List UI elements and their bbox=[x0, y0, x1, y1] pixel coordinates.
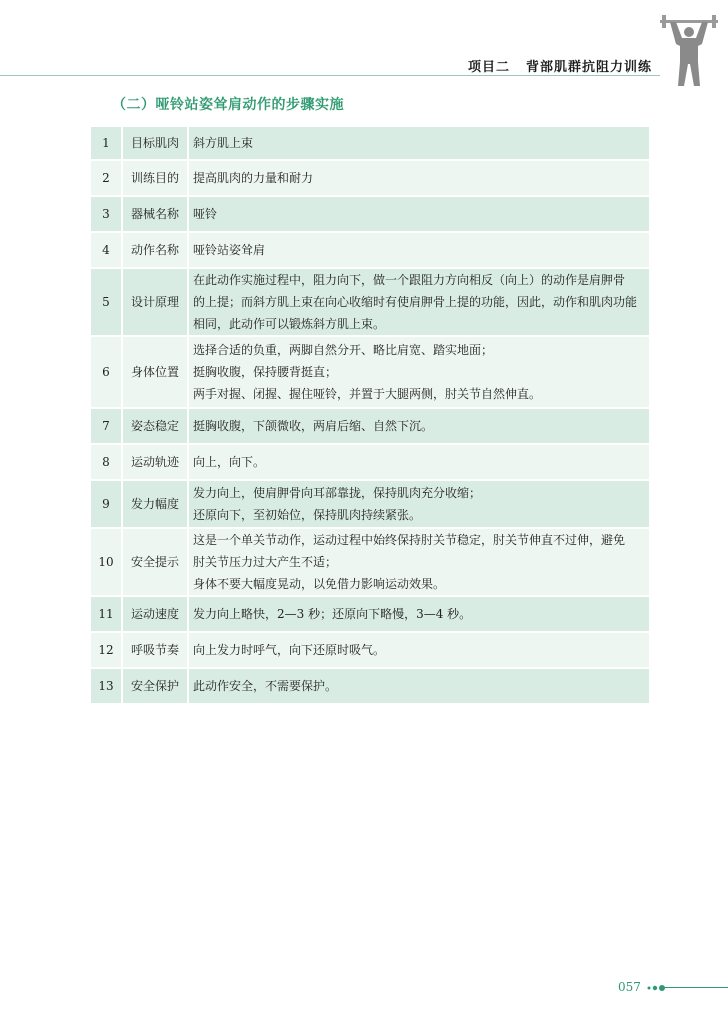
content-line: 两手对握、闭握、握住哑铃，并置于大腿两侧，肘关节自然伸直。 bbox=[193, 387, 542, 401]
steps-table bbox=[91, 125, 649, 705]
row-label: 姿态稳定 bbox=[123, 409, 189, 443]
chapter-title: 背部肌群抗阻力训练 bbox=[525, 60, 652, 75]
page-number: 057 bbox=[618, 980, 641, 994]
row-number: 8 bbox=[91, 445, 123, 479]
content-line: 哑铃 bbox=[193, 207, 218, 221]
table-row bbox=[91, 669, 649, 703]
row-content bbox=[189, 633, 649, 667]
table-row bbox=[91, 633, 649, 667]
row-number: 5 bbox=[91, 269, 123, 335]
content-line: 肘关节压力过大产生不适； bbox=[193, 555, 338, 569]
table-row bbox=[91, 409, 649, 443]
table-row bbox=[91, 161, 649, 195]
content-line: 提高肌肉的力量和耐力 bbox=[193, 171, 314, 185]
content-line: 的上提；而斜方肌上束在向心收缩时有使肩胛骨上提的功能，因此，动作和肌肉功能 bbox=[193, 295, 638, 309]
row-label: 安全保护 bbox=[123, 669, 189, 703]
page-dots-icon bbox=[646, 983, 670, 993]
row-label: 呼吸节奏 bbox=[123, 633, 189, 667]
section-title: （二）哑铃站姿耸肩动作的步骤实施 bbox=[112, 97, 344, 113]
row-content bbox=[189, 197, 649, 231]
table-row bbox=[91, 127, 649, 159]
content-line: 这是一个单关节动作，运动过程中始终保持肘关节稳定，肘关节伸直不过伸，避免 bbox=[193, 533, 626, 547]
header-rule bbox=[0, 75, 660, 76]
row-number: 12 bbox=[91, 633, 123, 667]
content-line: 发力向上略快，2—3 秒；还原向下略慢，3—4 秒。 bbox=[193, 607, 472, 621]
content-line: 哑铃站姿耸肩 bbox=[193, 243, 266, 257]
table-row bbox=[91, 269, 649, 335]
row-content bbox=[189, 445, 649, 479]
row-content bbox=[189, 409, 649, 443]
content-line: 身体不要大幅度晃动，以免借力影响运动效果。 bbox=[193, 577, 446, 591]
row-content bbox=[189, 481, 649, 527]
row-number: 7 bbox=[91, 409, 123, 443]
row-number: 2 bbox=[91, 161, 123, 195]
row-label: 动作名称 bbox=[123, 233, 189, 267]
row-label: 身体位置 bbox=[123, 337, 189, 407]
row-label: 目标肌肉 bbox=[123, 127, 189, 159]
row-number: 4 bbox=[91, 233, 123, 267]
content-line: 挺胸收腹，下颌微收，两肩后缩、自然下沉。 bbox=[193, 419, 434, 433]
row-number: 9 bbox=[91, 481, 123, 527]
content-line: 相同，此动作可以锻炼斜方肌上束。 bbox=[193, 317, 386, 331]
row-content bbox=[189, 669, 649, 703]
content-line: 还原向下，至初始位，保持肌肉持续紧张。 bbox=[193, 508, 422, 522]
row-label: 运动速度 bbox=[123, 597, 189, 631]
table-row bbox=[91, 197, 649, 231]
row-content bbox=[189, 233, 649, 267]
content-line: 向上，向下。 bbox=[193, 455, 266, 469]
content-line: 在此动作实施过程中，阻力向下，做一个跟阻力方向相反（向上）的动作是肩胛骨 bbox=[193, 273, 626, 287]
row-content bbox=[189, 337, 649, 407]
row-content bbox=[189, 161, 649, 195]
content-line: 向上发力时呼气，向下还原时吸气。 bbox=[193, 643, 386, 657]
row-content bbox=[189, 597, 649, 631]
row-label: 运动轨迹 bbox=[123, 445, 189, 479]
row-content bbox=[189, 269, 649, 335]
content-line: 斜方肌上束 bbox=[193, 136, 254, 150]
row-label: 器械名称 bbox=[123, 197, 189, 231]
running-header bbox=[468, 56, 652, 75]
row-label: 发力幅度 bbox=[123, 481, 189, 527]
row-content bbox=[189, 529, 649, 595]
row-number: 13 bbox=[91, 669, 123, 703]
content-line: 发力向上，使肩胛骨向耳部靠拢，保持肌肉充分收缩； bbox=[193, 486, 482, 500]
table-row bbox=[91, 597, 649, 631]
table-row bbox=[91, 481, 649, 527]
table-row bbox=[91, 529, 649, 595]
footer-rule bbox=[662, 987, 728, 988]
content-line: 挺胸收腹，保持腰背挺直； bbox=[193, 365, 338, 379]
row-number: 10 bbox=[91, 529, 123, 595]
row-label: 训练目的 bbox=[123, 161, 189, 195]
row-number: 6 bbox=[91, 337, 123, 407]
row-number: 1 bbox=[91, 127, 123, 159]
row-label: 安全提示 bbox=[123, 529, 189, 595]
table-row bbox=[91, 445, 649, 479]
content-line: 此动作安全，不需要保护。 bbox=[193, 679, 338, 693]
row-number: 3 bbox=[91, 197, 123, 231]
row-label: 设计原理 bbox=[123, 269, 189, 335]
content-line: 选择合适的负重，两脚自然分开、略比肩宽、踏实地面； bbox=[193, 343, 494, 357]
table-row bbox=[91, 233, 649, 267]
row-number: 11 bbox=[91, 597, 123, 631]
row-content bbox=[189, 127, 649, 159]
table-row bbox=[91, 337, 649, 407]
athlete-lifting-barbell-icon bbox=[660, 12, 718, 88]
project-label: 项目二 bbox=[467, 60, 510, 75]
